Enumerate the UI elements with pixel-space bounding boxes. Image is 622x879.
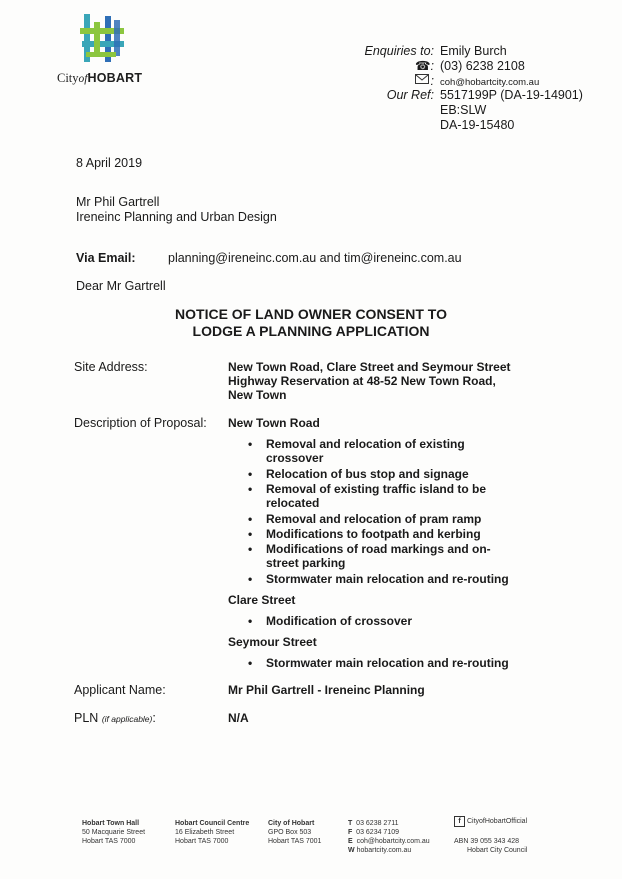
proposal-item: Relocation of bus stop and signage [266,467,469,481]
city-of-hobart-logo-icon [80,14,126,64]
pln-label: PLN (if applicable): [74,711,156,725]
bullet-icon: • [248,467,253,481]
bullet-icon: • [248,572,253,586]
bullet-icon: • [248,512,253,526]
recipient-org: Ireneinc Planning and Urban Design [76,210,277,224]
via-email-label: Via Email: [76,251,136,265]
footer-abn: ABN 39 055 343 428 [454,838,519,845]
proposal-item: Stormwater main relocation and re-routing [266,572,509,586]
phone-icon: ☎: [414,59,434,73]
our-ref-line: EB:SLW [440,103,487,117]
our-ref-line: 5517199P (DA-19-14901) [440,88,583,102]
letter-date: 8 April 2019 [76,156,143,170]
bullet-icon: • [248,437,253,451]
bullet-icon: • [248,542,253,556]
bullet-icon: • [248,614,253,628]
bullet-icon: • [248,482,253,496]
notice-title: LODGE A PLANNING APPLICATION [192,323,430,339]
proposal-item: Modifications to footpath and kerbing [266,527,481,541]
footer-council-name: Hobart City Council [467,847,528,854]
via-email-value[interactable]: planning@ireneinc.com.au and tim@ireneinc.com.au [168,251,462,265]
footer-contacts: T 03 6238 2711 F 03 6234 7109 E coh@hobartcity.com.au W hobartcity.com.au [348,820,430,854]
footer-facebook[interactable]: f CityofHobartOfficial [454,816,527,827]
proposal-label: Description of Proposal: [74,416,207,430]
proposal-item: Removal and relocation of pram ramp [266,512,482,526]
proposal-item: Modification of crossover [266,614,413,628]
site-address-line: New Town Road, Clare Street and Seymour Street [228,360,511,374]
applicant-value: Mr Phil Gartrell - Ireneinc Planning [228,683,425,697]
enquiries-name: Emily Burch [440,44,507,58]
bullet-icon: • [248,656,253,670]
email-icon: : [415,74,434,89]
section-heading: Clare Street [228,593,296,607]
site-address-label: Site Address: [74,360,148,374]
site-address-line: Highway Reservation at 48-52 New Town Road, [228,374,496,388]
section-heading: New Town Road [228,416,320,430]
footer-town-hall: Hobart Town Hall 50 Macquarie Street Hobart TAS 7000 [82,820,146,845]
footer-postal: City of Hobart GPO Box 503 Hobart TAS 7001 [268,820,322,845]
proposal-item: Modifications of road markings and on- street parking [266,542,491,570]
footer-council-centre: Hobart Council Centre 16 Elizabeth Street Hobart TAS 7000 [175,820,250,845]
section-heading: Seymour Street [228,635,317,649]
enquiries-email[interactable]: coh@hobartcity.com.au [440,77,540,88]
pln-value: N/A [228,711,249,725]
salutation: Dear Mr Gartrell [76,279,166,293]
proposal-item: Removal and relocation of existing crossover [266,437,465,465]
proposal-item: Removal of existing traffic island to be relocated [266,482,487,510]
bullet-icon: • [248,527,253,541]
site-address-line: New Town [228,388,287,402]
logo-wordmark: CityofHOBART [57,71,143,85]
recipient-name: Mr Phil Gartrell [76,195,160,209]
enquiries-phone: (03) 6238 2108 [440,59,525,73]
notice-title: NOTICE OF LAND OWNER CONSENT TO [175,306,447,322]
enquiries-label: Enquiries to: [364,44,434,58]
our-ref-line: DA-19-15480 [440,118,515,132]
applicant-label: Applicant Name: [74,683,166,697]
facebook-icon: f [454,816,465,827]
proposal-item: Stormwater main relocation and re-routing [266,656,509,670]
our-ref-label: Our Ref: [386,88,434,102]
